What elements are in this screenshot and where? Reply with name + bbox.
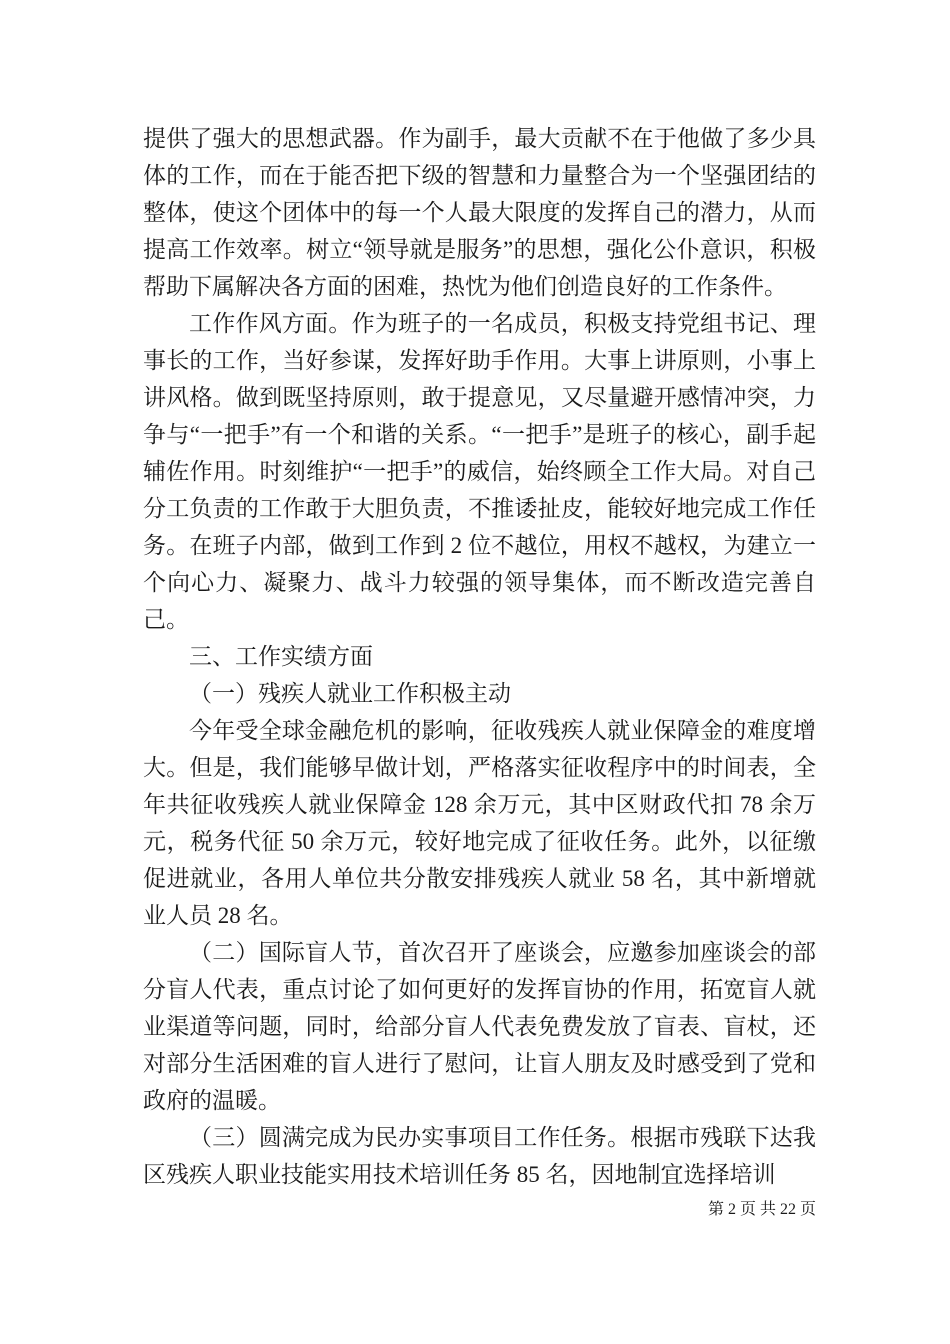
heading-item-one: （一）残疾人就业工作积极主动 (189, 681, 511, 706)
document-body (143, 120, 816, 1193)
para-employment-security-fund: 今年受全球金融危机的影响，征收残疾人就业保障金的难度增大。但是，我们能够早做计划，严格落实征收程序中的时间表，全年共征收残疾人就业保障金 128 余万元，其中区财政代扣 78 余万元，税务代征 50 余万元，较好地完成了征收任务。此外，以征缴促进就业，各用人单位共分散安排残疾人就业 58 名，其中新增就业人员 28 名。 (143, 718, 816, 928)
heading-section-three: 三、工作实绩方面 (189, 644, 373, 669)
para-blind-day: （二）国际盲人节，首次召开了座谈会，应邀参加座谈会的部分盲人代表，重点讨论了如何更好的发挥盲协的作用，拓宽盲人就业渠道等问题，同时，给部分盲人代表免费发放了盲表、盲杖，还对部分生活困难的盲人进行了慰问，让盲人朋友及时感受到了党和政府的温暖。 (143, 940, 816, 1113)
para-work-style: 工作作风方面。作为班子的一名成员，积极支持党组书记、理事长的工作，当好参谋，发挥好助手作用。大事上讲原则，小事上讲风格。做到既坚持原则，敢于提意见，又尽量避开感情冲突，力争与“一把手”有一个和谐的关系。“一把手”是班子的核心，副手起辅佐作用。时刻维护“一把手”的威信，始终顾全工作大局。对自己分工负责的工作敢于大胆负责，不推诿扯皮，能较好地完成工作任务。在班子内部，做到工作到 2 位不越位，用权不越权，为建立一个向心力、凝聚力、战斗力较强的领导集体，而不断改造完善自己。 (143, 311, 816, 632)
para-ideology-continuation: 提供了强大的思想武器。作为副手，最大贡献不在于他做了多少具体的工作，而在于能否把下级的智慧和力量整合为一个坚强团结的整体，使这个团体中的每一个人最大限度的发挥自己的潜力，从而提高工作效率。树立“领导就是服务”的思想，强化公仆意识，积极帮助下属解决各方面的困难，热忱为他们创造良好的工作条件。 (143, 126, 816, 299)
para-practical-projects: （三）圆满完成为民办实事项目工作任务。根据市残联下达我区残疾人职业技能实用技术培训任务 85 名，因地制宜选择培训 (143, 1125, 816, 1187)
page-footer (143, 1198, 816, 1222)
page-number-label: 第 2 页 共 22 页 (707, 1201, 816, 1218)
